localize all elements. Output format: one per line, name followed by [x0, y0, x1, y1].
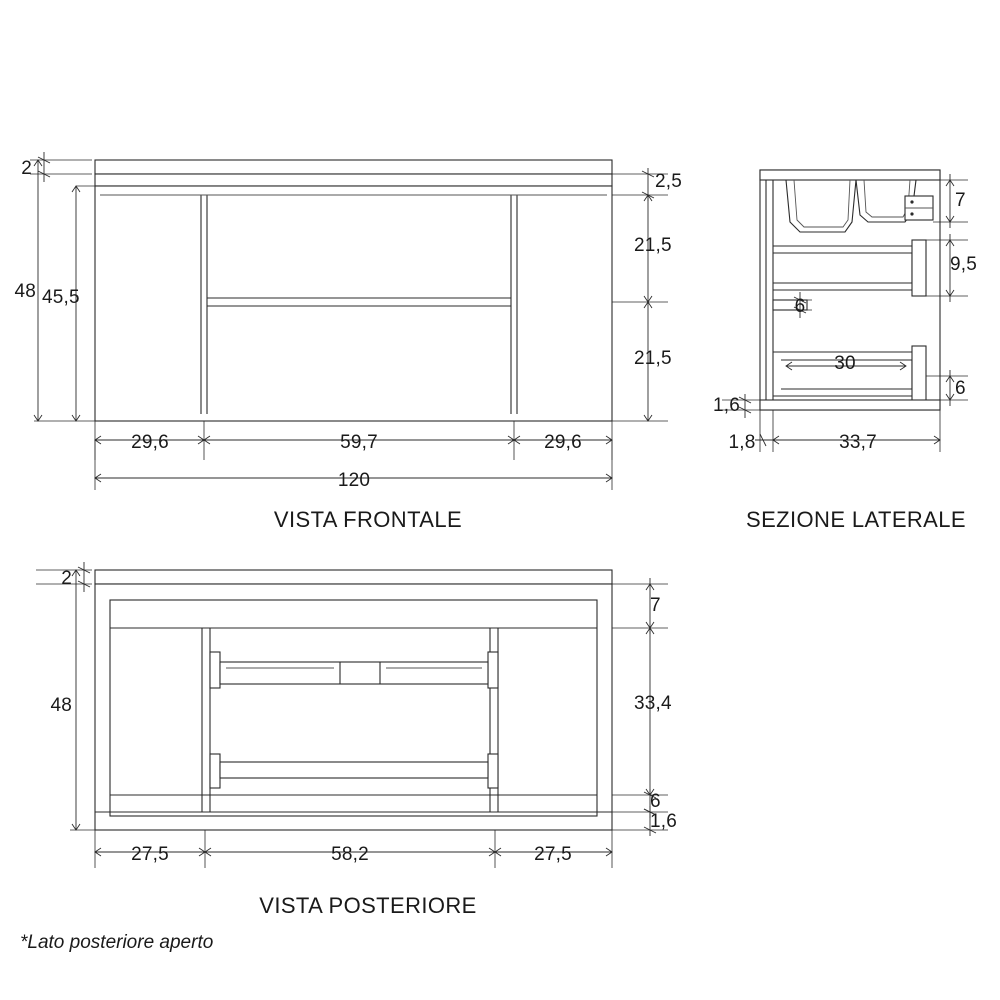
- dim-rear-total-height: 48: [50, 695, 72, 716]
- dim-rear-top-section: 7: [650, 595, 661, 616]
- dim-rear-top-thickness: 2: [61, 568, 72, 589]
- dim-rear-left-module: 27,5: [131, 844, 169, 865]
- view-title-rear: VISTA POSTERIORE: [259, 893, 477, 918]
- dim-side-inner-rail: 6: [794, 296, 806, 317]
- view-title-front: VISTA FRONTALE: [273, 507, 463, 532]
- view-title-side: SEZIONE LATERALE: [746, 507, 966, 532]
- dim-rear-open-back: 33,4: [634, 693, 672, 714]
- dim-side-lower-rail: 6: [955, 378, 966, 399]
- dim-side-inner-drawer: 30: [834, 353, 856, 374]
- dim-rear-center-module: 58,2: [331, 844, 369, 865]
- dim-front-body-height: 45,5: [42, 287, 80, 308]
- dim-side-base-thickness: 1,6: [712, 395, 740, 416]
- dim-side-total-depth: 33,7: [839, 432, 877, 453]
- dim-front-total-width: 120: [337, 470, 371, 491]
- dim-front-center-module: 59,7: [340, 432, 378, 453]
- front-view-geometry: [95, 160, 612, 421]
- dim-front-upper-drawer: 21,5: [634, 235, 672, 256]
- dim-front-total-height: 48: [14, 281, 36, 302]
- dim-front-top-thickness: 2: [21, 158, 32, 179]
- dim-rear-right-module: 27,5: [534, 844, 572, 865]
- dim-front-right-module: 29,6: [544, 432, 582, 453]
- dim-front-lower-drawer: 21,5: [634, 348, 672, 369]
- dim-front-left-module: 29,6: [131, 432, 169, 453]
- footnote: *Lato posteriore aperto: [20, 932, 214, 953]
- rear-view-geometry: [95, 570, 612, 830]
- dim-rear-base-thickness: 1,6: [650, 811, 678, 832]
- dim-side-back-thickness: 1,8: [728, 432, 756, 453]
- dim-front-top-gap: 2,5: [655, 171, 683, 192]
- dim-rear-bottom-rail: 6: [650, 791, 661, 812]
- dim-side-upper-drawer-depth: 9,5: [950, 254, 978, 275]
- dim-side-basin-depth: 7: [955, 190, 966, 211]
